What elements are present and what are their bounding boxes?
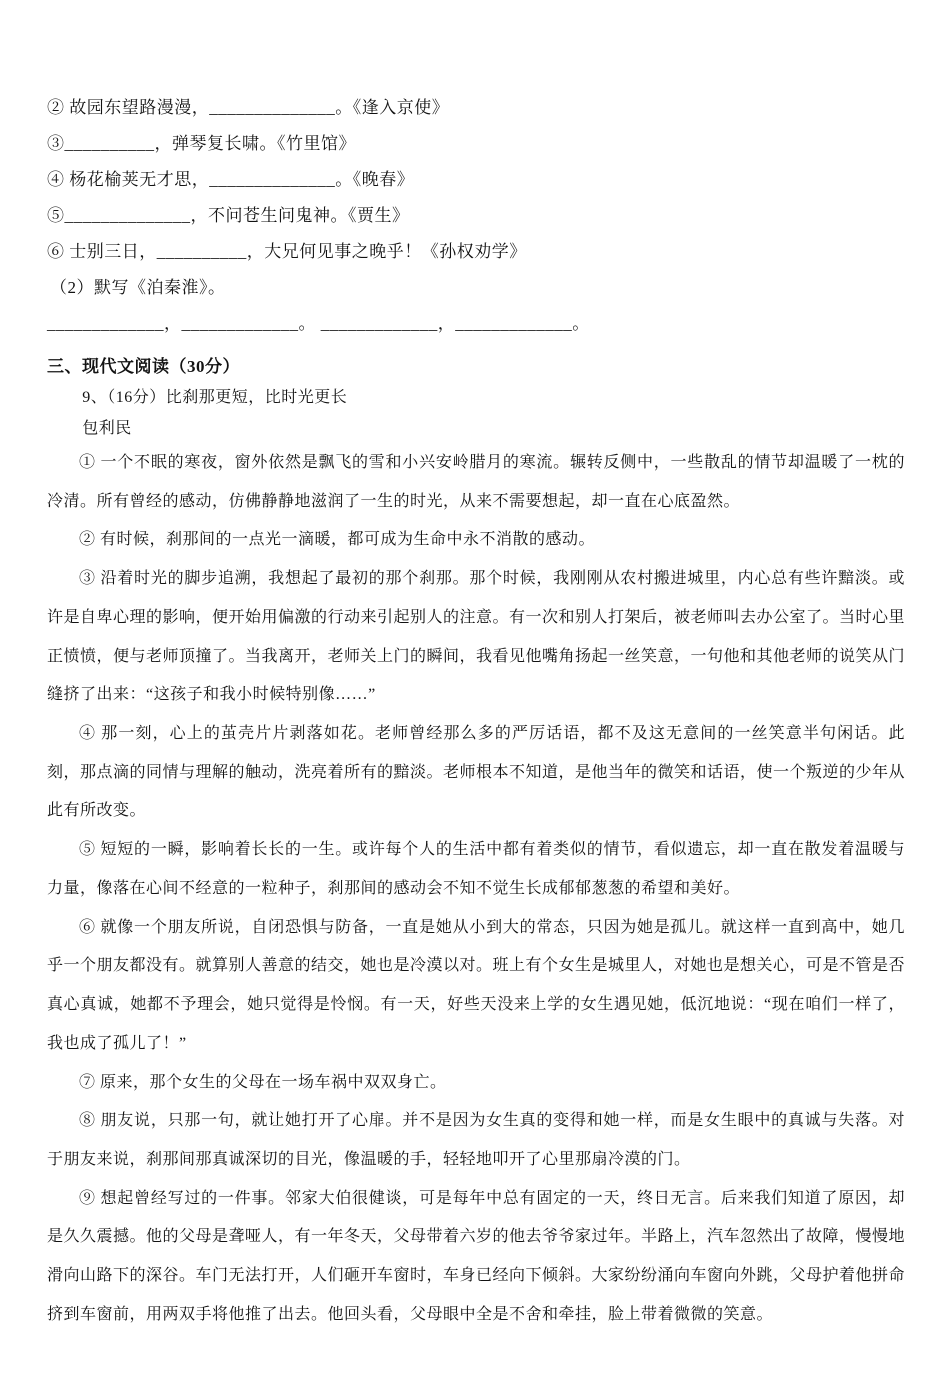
passage-paragraph-8: ⑧ 朋友说，只那一句，就让她打开了心扉。并不是因为女生真的变得和她一样，而是女生眼中的真诚与失落。对于朋友来说，刹那间那真诚深切的目光，像温暖的手，轻轻地叩开了心里那扇冷漠的门。 [47, 1112, 905, 1168]
passage-paragraph-2: ② 有时候，刹那间的一点光一滴暖，都可成为生命中永不消散的感动。 [79, 531, 596, 549]
poetry-item-2: ② 故园东望路漫漫，______________。《逢入京使》 [47, 98, 450, 117]
section-heading: 三、现代文阅读（30分） [47, 357, 240, 376]
passage-paragraph-7: ⑦ 原来，那个女生的父母在一场车祸中双双身亡。 [79, 1073, 447, 1091]
poetry-item-3: ③__________，弹琴复长啸。《竹里馆》 [47, 134, 356, 153]
poetry-item-4: ④ 杨花榆荚无才思，______________。《晚春》 [47, 170, 415, 189]
poetry-item-6: ⑥ 士别三日，__________，大兄何见事之晚乎！《孙权劝学》 [47, 242, 527, 261]
passage-paragraph-1: ① 一个不眠的寒夜，窗外依然是飘飞的雪和小兴安岭腊月的寒流。辗转反侧中，一些散乱的情节却温暖了一枕的冷清。所有曾经的感动，仿佛静静地滋润了一生的时光，从来不需要想起，却一直在心底盈然。 [47, 454, 905, 510]
question-title: 9、（16分）比刹那更短，比时光更长 [82, 389, 348, 406]
passage-paragraph-3: ③ 沿着时光的脚步追溯，我想起了最初的那个刹那。那个时候，我刚刚从农村搬进城里，内心总有些许黯淡。或许是自卑心理的影响，便开始用偏激的行动来引起别人的注意。有一次和别人打架后，被老师叫去办公室了。当时心里正愤愤，便与老师顶撞了。当我离开，老师关上门的瞬间，我看见他嘴角扬起一丝笑意，一句他和其他老师的说笑从门缝挤了出来：“这孩子和我小时候特别像……” [47, 570, 906, 704]
poetry-item-5: ⑤______________，不问苍生问鬼神。《贾生》 [47, 206, 410, 225]
dictation-prompt: （2）默写《泊秦淮》。 [50, 278, 226, 297]
passage-paragraph-6: ⑥ 就像一个朋友所说，自闭恐惧与防备，一直是她从小到大的常态，只因为她是孤儿。就这样一直到高中，她几乎一个朋友都没有。就算别人善意的结交，她也是冷漠以对。班上有个女生是城里人，对她也是想关心，可是不管是否真心真诚，她都不予理会，她只觉得是怜悯。有一天，好些天没来上学的女生遇见她，低沉地说：“现在咱们一样了，我也成了孤儿了！” [47, 918, 906, 1052]
author-name: 包利民 [82, 420, 132, 437]
passage-paragraph-9: ⑨ 想起曾经写过的一件事。邻家大伯很健谈，可是每年中总有固定的一天，终日无言。后来我们知道了原因，却是久久震撼。他的父母是聋哑人，有一年冬天，父母带着六岁的他去爷爷家过年。半路上，汽车忽然出了故障，慢慢地滑向山路下的深谷。车门无法打开，人们砸开车窗时，车身已经向下倾斜。大家纷纷涌向车窗向外跳，父母护着他拼命挤到车窗前，用两双手将他推了出去。他回头看，父母眼中全是不舍和牵挂，脸上带着微微的笑意。 [47, 1189, 906, 1323]
passage-paragraph-5: ⑤ 短短的一瞬，影响着长长的一生。或许每个人的生活中都有着类似的情节，看似遗忘，却一直在散发着温暖与力量，像落在心间不经意的一粒种子，刹那间的感动会不知不觉生长成郁郁葱葱的希望和美好。 [47, 841, 905, 897]
passage-paragraph-4: ④ 那一刻，心上的茧壳片片剥落如花。老师曾经那么多的严厉话语，都不及这无意间的一丝笑意半句闲话。此刻，那点滴的同情与理解的触动，洗亮着所有的黯淡。老师根本不知道，是他当年的微笑和话语，使一个叛逆的少年从此有所改变。 [47, 725, 906, 820]
dictation-blanks-line: _____________，_____________。 _____________，_____________。 [47, 314, 590, 333]
